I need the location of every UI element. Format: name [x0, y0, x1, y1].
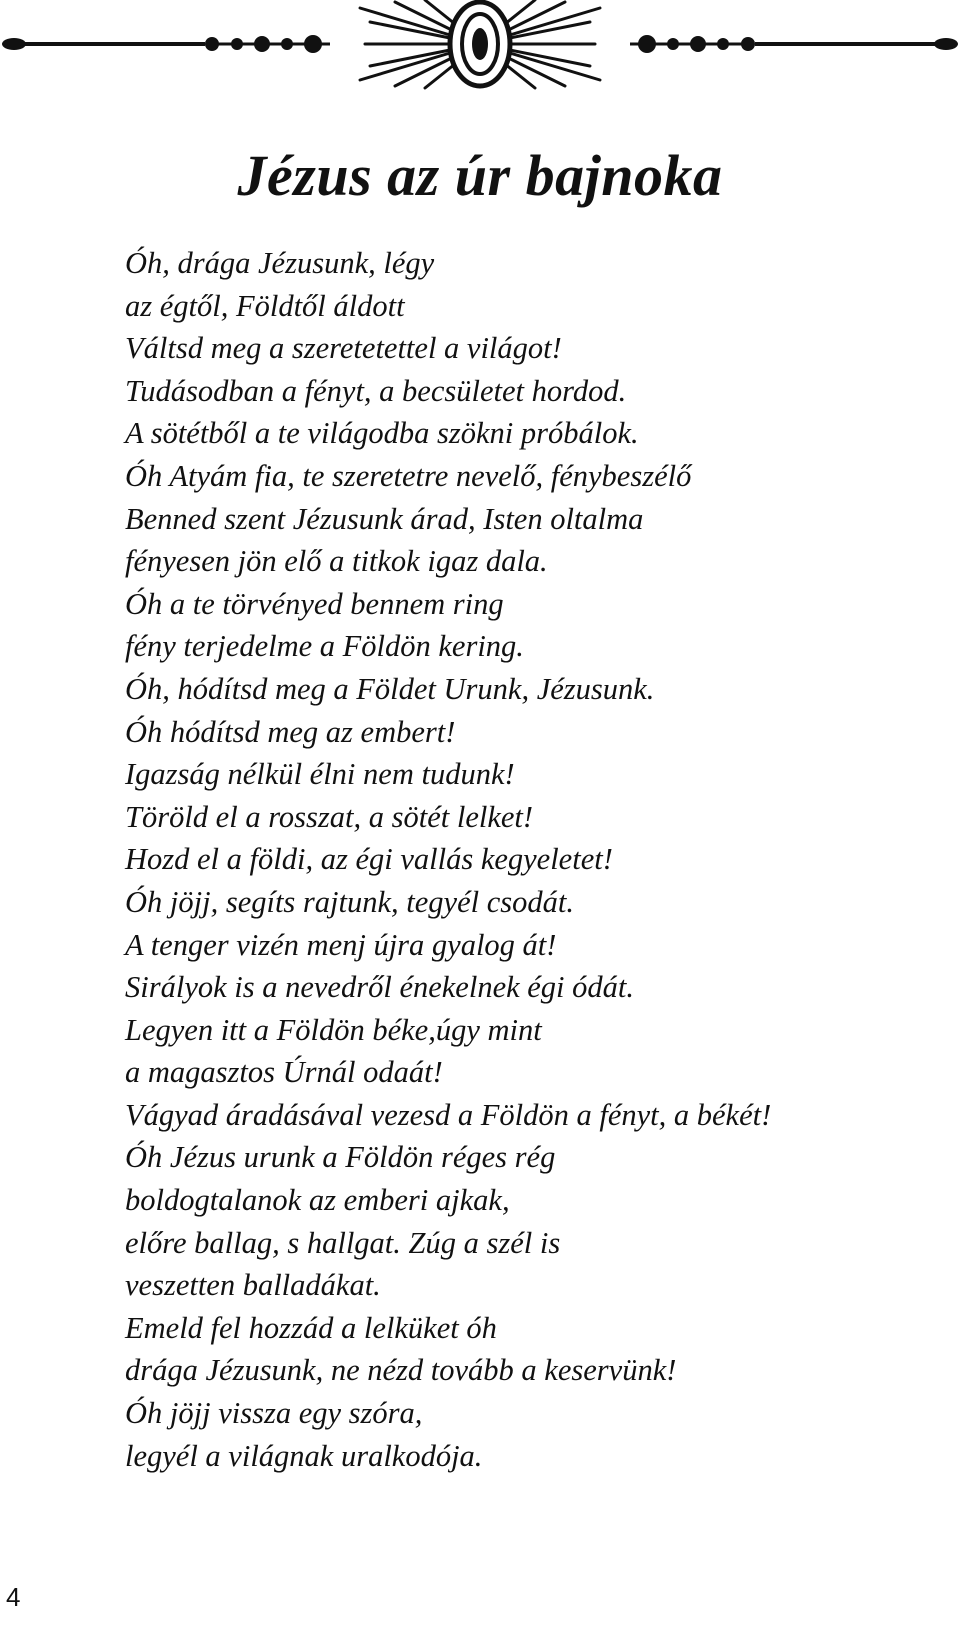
poem-line: a magasztos Úrnál odaát!	[125, 1055, 443, 1090]
decorative-divider-icon	[0, 0, 960, 92]
poem-line: Hozd el a földi, az égi vallás kegyeletet!	[125, 842, 613, 877]
poem-line: Óh, hódítsd meg a Földet Urunk, Jézusunk.	[125, 671, 655, 706]
poem-line: Legyen itt a Földön béke,úgy mint	[125, 1012, 542, 1047]
poem-line: előre ballag, s hallgat. Zúg a szél is	[125, 1225, 561, 1260]
poem-line: fény terjedelme a Földön kering.	[125, 629, 524, 664]
poem-line: A sötétből a te világodba szökni próbálok.	[125, 416, 639, 451]
poem-line: fényesen jön elő a titkok igaz dala.	[125, 544, 548, 579]
poem-line: Óh Jézus urunk a Földön réges rég	[125, 1140, 556, 1175]
poem-line: Óh Atyám fia, te szeretetre nevelő, fénybeszélő	[125, 458, 692, 493]
poem-line: Óh hódítsd meg az embert!	[125, 714, 456, 749]
poem-line: Tudásodban a fényt, a becsületet hordod.	[125, 373, 627, 408]
poem-line: A tenger vizén menj újra gyalog át!	[125, 927, 557, 962]
poem-line: veszetten balladákat.	[125, 1268, 381, 1303]
poem-line: Váltsd meg a szeretetettel a világot!	[125, 331, 562, 366]
poem-line: Sirályok is a nevedről énekelnek égi ódát.	[125, 970, 634, 1005]
poem-line: az égtől, Földtől áldott	[125, 288, 405, 323]
poem-line: Óh, drága Jézusunk, légy	[125, 246, 435, 280]
poem-line: Vágyad áradásával vezesd a Földön a fényt, a békét!	[125, 1097, 772, 1132]
poem-body	[125, 242, 945, 1477]
poem-line: Igazság nélkül élni nem tudunk!	[125, 757, 515, 792]
poem-line: legyél a világnak uralkodója.	[125, 1438, 483, 1473]
poem-line: boldogtalanok az emberi ajkak,	[125, 1183, 510, 1218]
poem-line: Emeld fel hozzád a lelküket óh	[125, 1310, 497, 1345]
poem-line: Óh a te törvényed bennem ring	[125, 586, 504, 621]
poem-line: Töröld el a rosszat, a sötét lelket!	[125, 799, 534, 834]
poem-line: Óh jöjj vissza egy szóra,	[125, 1396, 423, 1431]
page-number: 4	[6, 1582, 21, 1612]
page-title: Jézus az úr bajnoka	[237, 143, 723, 208]
poem-line: Benned szent Jézusunk árad, Isten oltalma	[125, 501, 644, 536]
poem-line: Óh jöjj, segíts rajtunk, tegyél csodát.	[125, 884, 574, 919]
poem-line: drága Jézusunk, ne nézd tovább a keservünk!	[125, 1353, 677, 1388]
